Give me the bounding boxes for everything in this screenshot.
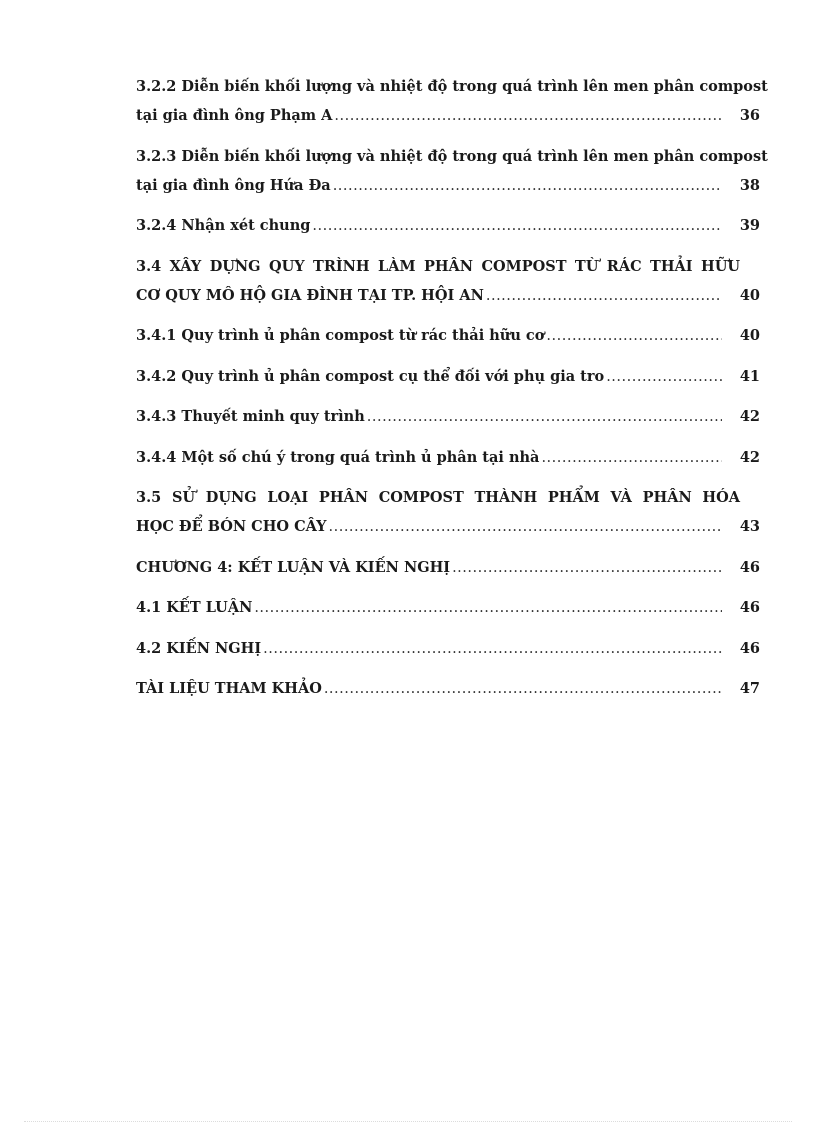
toc-entry-chapter-4 [136,553,760,583]
toc-page-number: 38 [739,176,760,194]
toc-page-number: 46 [739,558,760,576]
toc-entry-3-4-4 [136,443,760,473]
table-of-contents [136,72,768,715]
dot-leader [254,594,722,623]
toc-entry-3-4-2 [136,362,760,392]
toc-page-number: 40 [739,286,760,304]
toc-page-number: 42 [739,408,760,425]
toc-entry-title: 3.4.2 Quy trình ủ phân compost cụ thể đối với phụ gia tro [136,367,605,385]
toc-page-number: 42 [739,448,760,466]
toc-entry-title: 4.1 KẾT LUẬN [136,599,253,616]
toc-page-number: 41 [739,367,760,385]
toc-entry-title: 4.2 KIẾN NGHỊ [136,639,262,657]
dot-leader [452,554,722,583]
toc-entry-heading: 3.5 SỬ DỤNG LOẠI PHÂN COMPOST THÀNH PHẨM VÀ PHÂN HÓA [136,489,740,506]
toc-entry-heading: 3.2.3 Diễn biến khối lượng và nhiệt độ trong quá trình lên men phân compost [136,147,768,165]
toc-entry-3-5 [136,483,760,542]
dot-leader [263,635,722,664]
toc-entry-3-2-2 [136,72,768,131]
toc-page-number: 36 [739,107,760,124]
toc-page-number: 46 [739,639,760,657]
toc-entry-title: 3.4.1 Quy trình ủ phân compost từ rác thải hữu cơ [136,327,545,344]
toc-entry-title: TÀI LIỆU THAM KHẢO [136,680,322,697]
dot-leader [312,212,722,241]
toc-entry-title: tại gia đình ông Hứa Đa [136,176,331,194]
toc-entry-3-4 [136,252,760,311]
dot-leader [324,675,722,704]
dot-leader [541,444,722,473]
toc-page-number: 40 [739,327,760,344]
toc-entry-title: CHƯƠNG 4: KẾT LUẬN VÀ KIẾN NGHỊ [136,558,451,576]
dot-leader [367,403,722,432]
toc-entry-3-2-4 [136,211,760,241]
toc-page-number: 46 [739,599,760,616]
toc-entry-heading: 3.4 XÂY DỰNG QUY TRÌNH LÀM PHÂN COMPOST TỪ RÁC THẢI HỮU [136,257,740,275]
toc-entry-title: CƠ QUY MÔ HỘ GIA ĐÌNH TẠI TP. HỘI AN [136,286,484,304]
toc-entry-3-2-3 [136,142,768,201]
dot-leader [333,172,722,201]
toc-page-number: 39 [739,217,760,234]
toc-entry-heading: 3.2.2 Diễn biến khối lượng và nhiệt độ trong quá trình lên men phân compost [136,78,768,95]
toc-entry-4-2 [136,634,760,664]
dot-leader [334,102,722,131]
toc-entry-4-1 [136,593,760,623]
dot-leader [546,322,722,351]
toc-entry-references [136,674,760,704]
toc-page-number: 43 [739,518,760,535]
toc-entry-title: 3.4.3 Thuyết minh quy trình [136,408,365,425]
toc-entry-title: tại gia đình ông Phạm A [136,107,333,124]
toc-entry-title: 3.4.4 Một số chú ý trong quá trình ủ phân tại nhà [136,448,540,466]
toc-entry-3-4-3 [136,402,760,432]
dot-leader [486,282,722,311]
page-bottom-rule [24,1121,792,1122]
toc-entry-title: HỌC ĐỂ BÓN CHO CÂY [136,518,327,535]
toc-entry-3-4-1 [136,321,760,351]
toc-page-number: 47 [739,680,760,697]
dot-leader [329,513,723,542]
toc-entry-title: 3.2.4 Nhận xét chung [136,217,311,234]
dot-leader [606,363,722,392]
